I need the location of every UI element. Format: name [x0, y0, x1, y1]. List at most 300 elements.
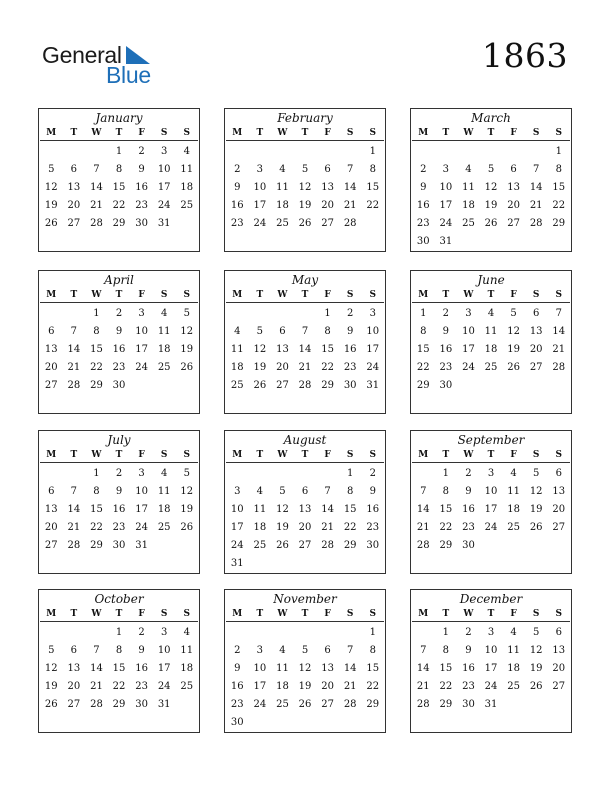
- empty-day-cell: [457, 233, 480, 251]
- day-cell: 15: [112, 182, 126, 193]
- day-cell: 5: [532, 468, 540, 479]
- day-cell: 21: [416, 681, 430, 692]
- day-cell: 18: [507, 504, 520, 515]
- week-row: [412, 233, 570, 251]
- week-row: [40, 696, 198, 714]
- day-cell: 18: [253, 522, 267, 533]
- day-cell: 13: [67, 182, 81, 193]
- day-cell: 2: [420, 164, 427, 175]
- day-cell: 10: [484, 645, 498, 656]
- week-row: [226, 143, 384, 161]
- week-row: [412, 537, 570, 555]
- weekday-label: T: [487, 128, 495, 138]
- day-cell: 25: [157, 522, 171, 533]
- day-cell: 16: [462, 663, 475, 674]
- day-cell: 27: [552, 681, 566, 692]
- day-cell: 22: [90, 522, 103, 533]
- day-cell: 10: [135, 486, 148, 497]
- empty-day-cell: [40, 143, 63, 161]
- day-cell: 18: [462, 200, 475, 211]
- weekday-label: F: [138, 450, 145, 460]
- week-row: [412, 359, 570, 377]
- month-title: November: [273, 592, 337, 606]
- weekday-label: S: [160, 609, 168, 619]
- day-cell: 5: [183, 468, 190, 479]
- day-cell: 23: [416, 218, 430, 229]
- week-row: [412, 696, 570, 714]
- day-cell: 19: [298, 681, 312, 692]
- day-cell: 24: [484, 681, 498, 692]
- day-cell: 2: [234, 164, 241, 175]
- day-cell: 16: [366, 504, 380, 515]
- day-cell: 23: [112, 362, 126, 373]
- day-cell: 9: [465, 645, 472, 656]
- day-cell: 24: [253, 218, 267, 229]
- empty-day-cell: [412, 143, 435, 161]
- weekday-header: [412, 608, 570, 622]
- day-cell: 26: [529, 681, 543, 692]
- empty-day-cell: [63, 143, 86, 161]
- day-cell: 18: [484, 344, 498, 355]
- day-cell: 5: [301, 645, 309, 656]
- empty-day-cell: [294, 714, 317, 732]
- empty-day-cell: [316, 714, 339, 732]
- day-cell: 18: [180, 182, 194, 193]
- empty-day-cell: [339, 624, 362, 642]
- weekday-label: S: [346, 609, 354, 619]
- logo-text-general: General: [42, 42, 122, 68]
- month-april: [38, 270, 200, 414]
- day-cell: 15: [552, 182, 566, 193]
- weekday-label: S: [346, 450, 354, 460]
- empty-day-cell: [435, 143, 458, 161]
- calendar-year: 1863: [482, 36, 568, 75]
- day-cell: 2: [234, 645, 241, 656]
- day-cell: 25: [180, 681, 194, 692]
- day-cell: 26: [276, 540, 289, 551]
- empty-day-cell: [294, 143, 317, 161]
- weekday-label: M: [46, 290, 57, 300]
- empty-day-cell: [249, 555, 272, 573]
- day-cell: 10: [230, 504, 244, 515]
- day-cell: 5: [256, 326, 264, 337]
- day-cell: 19: [180, 344, 194, 355]
- day-cell: 9: [234, 182, 241, 193]
- empty-day-cell: [502, 377, 525, 395]
- week-row: [412, 305, 570, 323]
- weekday-label: S: [183, 290, 190, 300]
- day-cell: 2: [346, 308, 354, 319]
- weekday-label: T: [256, 450, 264, 460]
- day-cell: 25: [276, 699, 289, 710]
- empty-day-cell: [40, 465, 63, 483]
- empty-day-cell: [153, 537, 176, 555]
- day-cell: 24: [135, 522, 148, 533]
- weekday-header: [412, 289, 570, 303]
- empty-day-cell: [339, 143, 362, 161]
- weekday-label: F: [324, 290, 331, 300]
- week-row: [412, 323, 570, 341]
- weekday-label: F: [324, 450, 331, 460]
- day-cell: 19: [529, 504, 543, 515]
- day-cell: 30: [462, 699, 475, 710]
- weekday-label: S: [183, 609, 190, 619]
- week-row: [226, 341, 384, 359]
- day-cell: 23: [230, 699, 244, 710]
- day-cell: 14: [416, 663, 430, 674]
- day-cell: 20: [276, 362, 289, 373]
- day-cell: 19: [507, 344, 520, 355]
- day-cell: 24: [135, 362, 148, 373]
- day-cell: 21: [529, 200, 543, 211]
- weekday-label: S: [555, 609, 562, 619]
- day-cell: 8: [115, 645, 123, 656]
- month-title: August: [283, 433, 327, 447]
- day-cell: 6: [301, 486, 309, 497]
- day-cell: 24: [253, 699, 267, 710]
- day-cell: 27: [552, 522, 566, 533]
- day-cell: 15: [90, 344, 103, 355]
- day-cell: 30: [366, 540, 380, 551]
- weekday-label: T: [442, 128, 450, 138]
- day-cell: 11: [507, 486, 520, 497]
- day-cell: 15: [90, 504, 103, 515]
- day-cell: 15: [112, 663, 126, 674]
- empty-day-cell: [294, 624, 317, 642]
- empty-day-cell: [547, 377, 570, 395]
- week-row: [226, 660, 384, 678]
- day-cell: 1: [93, 308, 100, 319]
- day-cell: 16: [439, 344, 453, 355]
- day-cell: 7: [532, 164, 540, 175]
- day-cell: 12: [276, 504, 289, 515]
- day-cell: 28: [343, 699, 357, 710]
- week-row: [412, 197, 570, 215]
- month-title: September: [457, 433, 525, 447]
- empty-day-cell: [63, 624, 86, 642]
- day-cell: 4: [465, 164, 472, 175]
- weekday-label: F: [324, 609, 331, 619]
- day-cell: 28: [321, 540, 334, 551]
- weekday-label: T: [256, 609, 264, 619]
- empty-day-cell: [294, 305, 317, 323]
- empty-day-cell: [480, 233, 503, 251]
- weekday-label: M: [232, 128, 243, 138]
- day-cell: 7: [301, 326, 309, 337]
- day-cell: 19: [44, 200, 58, 211]
- day-cell: 12: [44, 182, 58, 193]
- day-cell: 29: [90, 540, 103, 551]
- week-row: [40, 143, 198, 161]
- day-cell: 2: [442, 308, 450, 319]
- week-row: [40, 660, 198, 678]
- empty-day-cell: [271, 714, 294, 732]
- day-cell: 10: [157, 164, 171, 175]
- day-cell: 26: [298, 699, 312, 710]
- day-cell: 28: [552, 362, 566, 373]
- day-cell: 14: [552, 326, 566, 337]
- week-row: [226, 519, 384, 537]
- day-cell: 3: [465, 308, 472, 319]
- day-cell: 13: [44, 504, 58, 515]
- day-cell: 10: [253, 182, 267, 193]
- day-cell: 30: [112, 540, 126, 551]
- day-cell: 21: [67, 362, 81, 373]
- day-cell: 24: [230, 540, 244, 551]
- weekday-label: F: [510, 128, 517, 138]
- day-cell: 11: [157, 486, 171, 497]
- empty-day-cell: [412, 465, 435, 483]
- day-cell: 23: [462, 522, 475, 533]
- week-row: [40, 323, 198, 341]
- weekday-label: S: [369, 290, 376, 300]
- day-cell: 15: [439, 663, 453, 674]
- week-row: [226, 377, 384, 395]
- month-days: [40, 305, 198, 395]
- empty-day-cell: [316, 465, 339, 483]
- weekday-label: T: [442, 450, 450, 460]
- day-cell: 30: [439, 380, 453, 391]
- day-cell: 25: [253, 540, 267, 551]
- day-cell: 1: [420, 308, 427, 319]
- month-title: February: [277, 111, 333, 125]
- empty-day-cell: [271, 555, 294, 573]
- month-days: [412, 465, 570, 555]
- empty-day-cell: [226, 143, 249, 161]
- day-cell: 6: [70, 164, 78, 175]
- week-row: [412, 161, 570, 179]
- day-cell: 31: [366, 380, 380, 391]
- day-cell: 5: [301, 164, 309, 175]
- day-cell: 4: [160, 468, 168, 479]
- weekday-label: M: [46, 128, 57, 138]
- day-cell: 11: [484, 326, 498, 337]
- empty-day-cell: [85, 143, 108, 161]
- day-cell: 30: [135, 699, 148, 710]
- day-cell: 12: [44, 663, 58, 674]
- day-cell: 11: [276, 663, 289, 674]
- day-cell: 24: [439, 218, 453, 229]
- day-cell: 15: [321, 344, 334, 355]
- weekday-label: M: [232, 290, 243, 300]
- day-cell: 23: [462, 681, 475, 692]
- day-cell: 1: [93, 468, 100, 479]
- month-title: October: [94, 592, 144, 606]
- week-row: [226, 678, 384, 696]
- day-cell: 16: [416, 200, 430, 211]
- day-cell: 28: [90, 699, 103, 710]
- day-cell: 2: [465, 468, 472, 479]
- weekday-label: W: [91, 609, 102, 619]
- empty-day-cell: [249, 465, 272, 483]
- week-row: [40, 179, 198, 197]
- empty-day-cell: [361, 555, 384, 573]
- month-days: [412, 143, 570, 251]
- day-cell: 20: [552, 663, 566, 674]
- weekday-label: T: [70, 450, 78, 460]
- month-january: [38, 108, 200, 252]
- day-cell: 1: [442, 627, 450, 638]
- empty-day-cell: [525, 696, 548, 714]
- weekday-label: S: [183, 450, 190, 460]
- day-cell: 8: [369, 164, 376, 175]
- weekday-label: W: [463, 450, 474, 460]
- day-cell: 12: [253, 344, 267, 355]
- week-row: [412, 501, 570, 519]
- day-cell: 3: [138, 468, 145, 479]
- day-cell: 31: [135, 540, 148, 551]
- weekday-label: M: [418, 128, 429, 138]
- day-cell: 29: [552, 218, 566, 229]
- month-title: May: [291, 273, 319, 287]
- day-cell: 4: [487, 308, 495, 319]
- day-cell: 8: [93, 486, 100, 497]
- logo-text-blue: Blue: [106, 62, 151, 88]
- day-cell: 28: [67, 380, 81, 391]
- day-cell: 7: [93, 164, 100, 175]
- empty-day-cell: [502, 233, 525, 251]
- day-cell: 4: [256, 486, 264, 497]
- day-cell: 27: [507, 218, 520, 229]
- day-cell: 6: [324, 645, 331, 656]
- day-cell: 12: [529, 645, 543, 656]
- empty-day-cell: [271, 465, 294, 483]
- weekday-label: W: [91, 128, 102, 138]
- day-cell: 11: [462, 182, 475, 193]
- weekday-label: S: [532, 290, 540, 300]
- weekday-label: M: [46, 609, 57, 619]
- empty-day-cell: [480, 537, 503, 555]
- weekday-label: T: [301, 609, 309, 619]
- day-cell: 22: [552, 200, 566, 211]
- day-cell: 26: [180, 362, 194, 373]
- weekday-label: W: [277, 609, 288, 619]
- weekday-label: F: [138, 609, 145, 619]
- weekday-label: T: [115, 609, 123, 619]
- day-cell: 20: [44, 522, 58, 533]
- month-days: [226, 465, 384, 573]
- day-cell: 21: [90, 681, 103, 692]
- day-cell: 14: [343, 182, 357, 193]
- day-cell: 3: [487, 627, 495, 638]
- day-cell: 23: [439, 362, 453, 373]
- day-cell: 25: [230, 380, 244, 391]
- day-cell: 7: [346, 645, 354, 656]
- month-days: [40, 624, 198, 714]
- empty-day-cell: [525, 143, 548, 161]
- day-cell: 30: [230, 717, 244, 728]
- day-cell: 24: [157, 681, 171, 692]
- weekday-label: T: [256, 128, 264, 138]
- day-cell: 18: [157, 504, 171, 515]
- day-cell: 21: [90, 200, 103, 211]
- day-cell: 20: [44, 362, 58, 373]
- month-title: June: [477, 273, 505, 287]
- weekday-label: S: [369, 450, 376, 460]
- day-cell: 27: [321, 218, 334, 229]
- day-cell: 9: [138, 164, 145, 175]
- day-cell: 16: [230, 681, 244, 692]
- week-row: [226, 537, 384, 555]
- day-cell: 29: [439, 540, 453, 551]
- weekday-label: T: [70, 128, 78, 138]
- day-cell: 13: [67, 663, 81, 674]
- week-row: [226, 359, 384, 377]
- day-cell: 29: [343, 540, 357, 551]
- day-cell: 11: [507, 645, 520, 656]
- day-cell: 20: [321, 681, 334, 692]
- day-cell: 16: [135, 182, 148, 193]
- day-cell: 1: [369, 146, 376, 157]
- day-cell: 22: [439, 522, 453, 533]
- day-cell: 13: [529, 326, 543, 337]
- brand-logo: [42, 42, 162, 88]
- empty-day-cell: [226, 465, 249, 483]
- month-september: [410, 430, 572, 574]
- day-cell: 11: [276, 182, 289, 193]
- day-cell: 20: [321, 200, 334, 211]
- weekday-label: S: [183, 128, 190, 138]
- weekday-label: T: [301, 450, 309, 460]
- day-cell: 3: [160, 627, 168, 638]
- day-cell: 27: [67, 699, 81, 710]
- week-row: [412, 678, 570, 696]
- day-cell: 22: [112, 681, 126, 692]
- weekday-header: [412, 127, 570, 141]
- day-cell: 24: [484, 522, 498, 533]
- day-cell: 23: [366, 522, 380, 533]
- weekday-label: T: [115, 290, 123, 300]
- empty-day-cell: [547, 696, 570, 714]
- empty-day-cell: [316, 624, 339, 642]
- week-row: [226, 323, 384, 341]
- day-cell: 12: [298, 182, 312, 193]
- day-cell: 19: [44, 681, 58, 692]
- day-cell: 21: [552, 344, 566, 355]
- month-days: [226, 143, 384, 233]
- day-cell: 19: [298, 200, 312, 211]
- weekday-label: M: [418, 290, 429, 300]
- day-cell: 2: [115, 308, 123, 319]
- weekday-label: W: [277, 450, 288, 460]
- week-row: [40, 483, 198, 501]
- empty-day-cell: [130, 377, 153, 395]
- day-cell: 8: [115, 164, 123, 175]
- week-row: [40, 519, 198, 537]
- weekday-label: F: [510, 609, 517, 619]
- day-cell: 7: [324, 486, 331, 497]
- month-days: [412, 624, 570, 714]
- day-cell: 6: [510, 164, 517, 175]
- week-row: [40, 305, 198, 323]
- day-cell: 8: [93, 326, 100, 337]
- day-cell: 31: [439, 236, 453, 247]
- weekday-label: T: [301, 128, 309, 138]
- day-cell: 19: [529, 663, 543, 674]
- day-cell: 6: [532, 308, 540, 319]
- empty-day-cell: [361, 714, 384, 732]
- day-cell: 6: [279, 326, 286, 337]
- day-cell: 17: [157, 663, 171, 674]
- month-february: [224, 108, 386, 252]
- day-cell: 3: [442, 164, 450, 175]
- month-title: March: [471, 111, 511, 125]
- day-cell: 12: [507, 326, 520, 337]
- weekday-label: T: [256, 290, 264, 300]
- day-cell: 5: [510, 308, 517, 319]
- day-cell: 11: [230, 344, 244, 355]
- week-row: [226, 483, 384, 501]
